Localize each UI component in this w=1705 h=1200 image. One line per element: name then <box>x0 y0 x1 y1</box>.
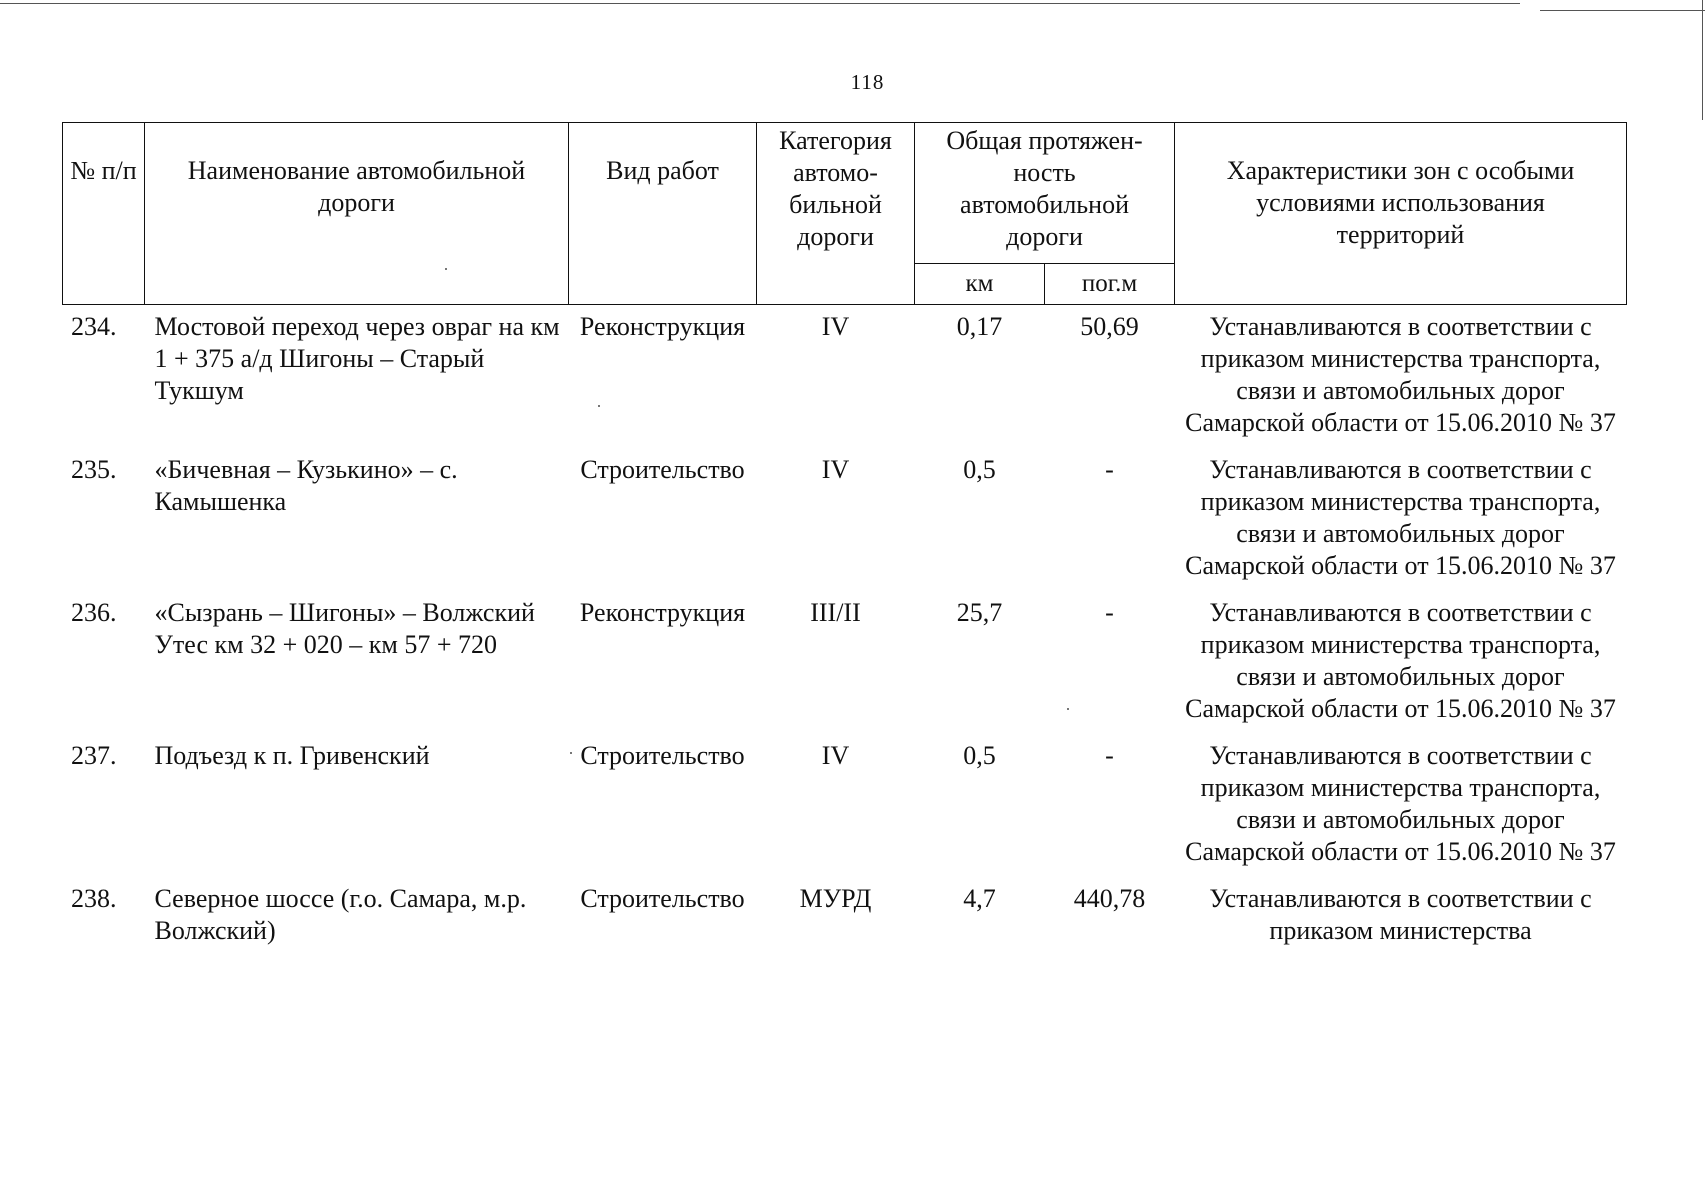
length-pm: 440,78 <box>1073 884 1146 913</box>
header-category: Категория автомо-бильной дороги <box>757 123 915 305</box>
table-header <box>63 123 1627 305</box>
table-row <box>63 883 1627 962</box>
zone-characteristics: Устанавливаются в соответствии с приказом министерства транспорта, связи и автомобильных дорог Самарской области от 15.06.2010 № 37 <box>1185 312 1616 437</box>
row-number: 235. <box>71 455 117 484</box>
table-row <box>63 454 1627 597</box>
header-pm: пог.м <box>1045 264 1175 305</box>
road-name: Подъезд к п. Гривенский <box>154 741 430 770</box>
length-km: 0,17 <box>956 312 1003 341</box>
zone-characteristics: Устанавливаются в соответствии с приказом министерства <box>1209 884 1592 945</box>
road-category: IV <box>821 741 850 770</box>
road-category: МУРД <box>799 884 872 913</box>
scan-edge-right <box>1702 0 1703 120</box>
row-number: 236. <box>71 598 117 627</box>
header-road-name: Наименование автомобильной дороги <box>145 123 569 305</box>
road-category: III/II <box>810 598 861 627</box>
table-row <box>63 740 1627 883</box>
scan-speck <box>570 752 572 754</box>
row-number: 238. <box>71 884 117 913</box>
header-km: км <box>915 264 1045 305</box>
length-km: 25,7 <box>956 598 1003 627</box>
header-total-length: Общая протяжен-ность автомобильной дороги <box>915 123 1175 264</box>
length-pm: - <box>1105 741 1114 770</box>
scan-speck <box>445 268 447 270</box>
work-type: Строительство <box>580 884 745 913</box>
work-type: Строительство <box>580 455 745 484</box>
road-category: IV <box>821 312 850 341</box>
header-zone-characteristics: Характеристики зон с особыми условиями использования территорий <box>1175 123 1627 305</box>
length-km: 4,7 <box>963 884 996 913</box>
length-pm: 50,69 <box>1080 312 1139 341</box>
page-number: 118 <box>850 70 885 94</box>
scan-edge-top-right <box>1540 10 1705 11</box>
length-km: 0,5 <box>963 741 996 770</box>
road-name: Северное шоссе (г.о. Самара, м.р. Волжский) <box>154 884 527 945</box>
work-type: Реконструкция <box>579 312 746 341</box>
length-pm: - <box>1105 598 1114 627</box>
roads-table <box>62 122 1627 962</box>
table-row <box>63 597 1627 740</box>
scan-speck <box>1067 708 1069 710</box>
road-name: «Сызрань – Шигоны» – Волжский Утес км 32 + 020 – км 57 + 720 <box>154 598 535 659</box>
header-work-type: Вид работ <box>569 123 757 305</box>
row-number: 234. <box>71 312 117 341</box>
zone-characteristics: Устанавливаются в соответствии с приказом министерства транспорта, связи и автомобильных дорог Самарской области от 15.06.2010 № 37 <box>1185 741 1616 866</box>
zone-characteristics: Устанавливаются в соответствии с приказом министерства транспорта, связи и автомобильных дорог Самарской области от 15.06.2010 № 37 <box>1185 598 1616 723</box>
zone-characteristics: Устанавливаются в соответствии с приказом министерства транспорта, связи и автомобильных дорог Самарской области от 15.06.2010 № 37 <box>1185 455 1616 580</box>
road-name: Мостовой переход через овраг на км 1 + 375 а/д Шигоны – Старый Тукшум <box>154 312 560 405</box>
road-name: «Бичевная – Кузькино» – с. Камышенка <box>154 455 458 516</box>
length-pm: - <box>1105 455 1114 484</box>
header-num: № п/п <box>63 123 145 305</box>
row-number: 237. <box>71 741 117 770</box>
work-type: Строительство <box>580 741 745 770</box>
scan-speck <box>598 405 600 407</box>
length-km: 0,5 <box>963 455 996 484</box>
scan-edge-top <box>0 3 1520 4</box>
table-row <box>63 305 1627 455</box>
road-category: IV <box>821 455 850 484</box>
work-type: Реконструкция <box>579 598 746 627</box>
